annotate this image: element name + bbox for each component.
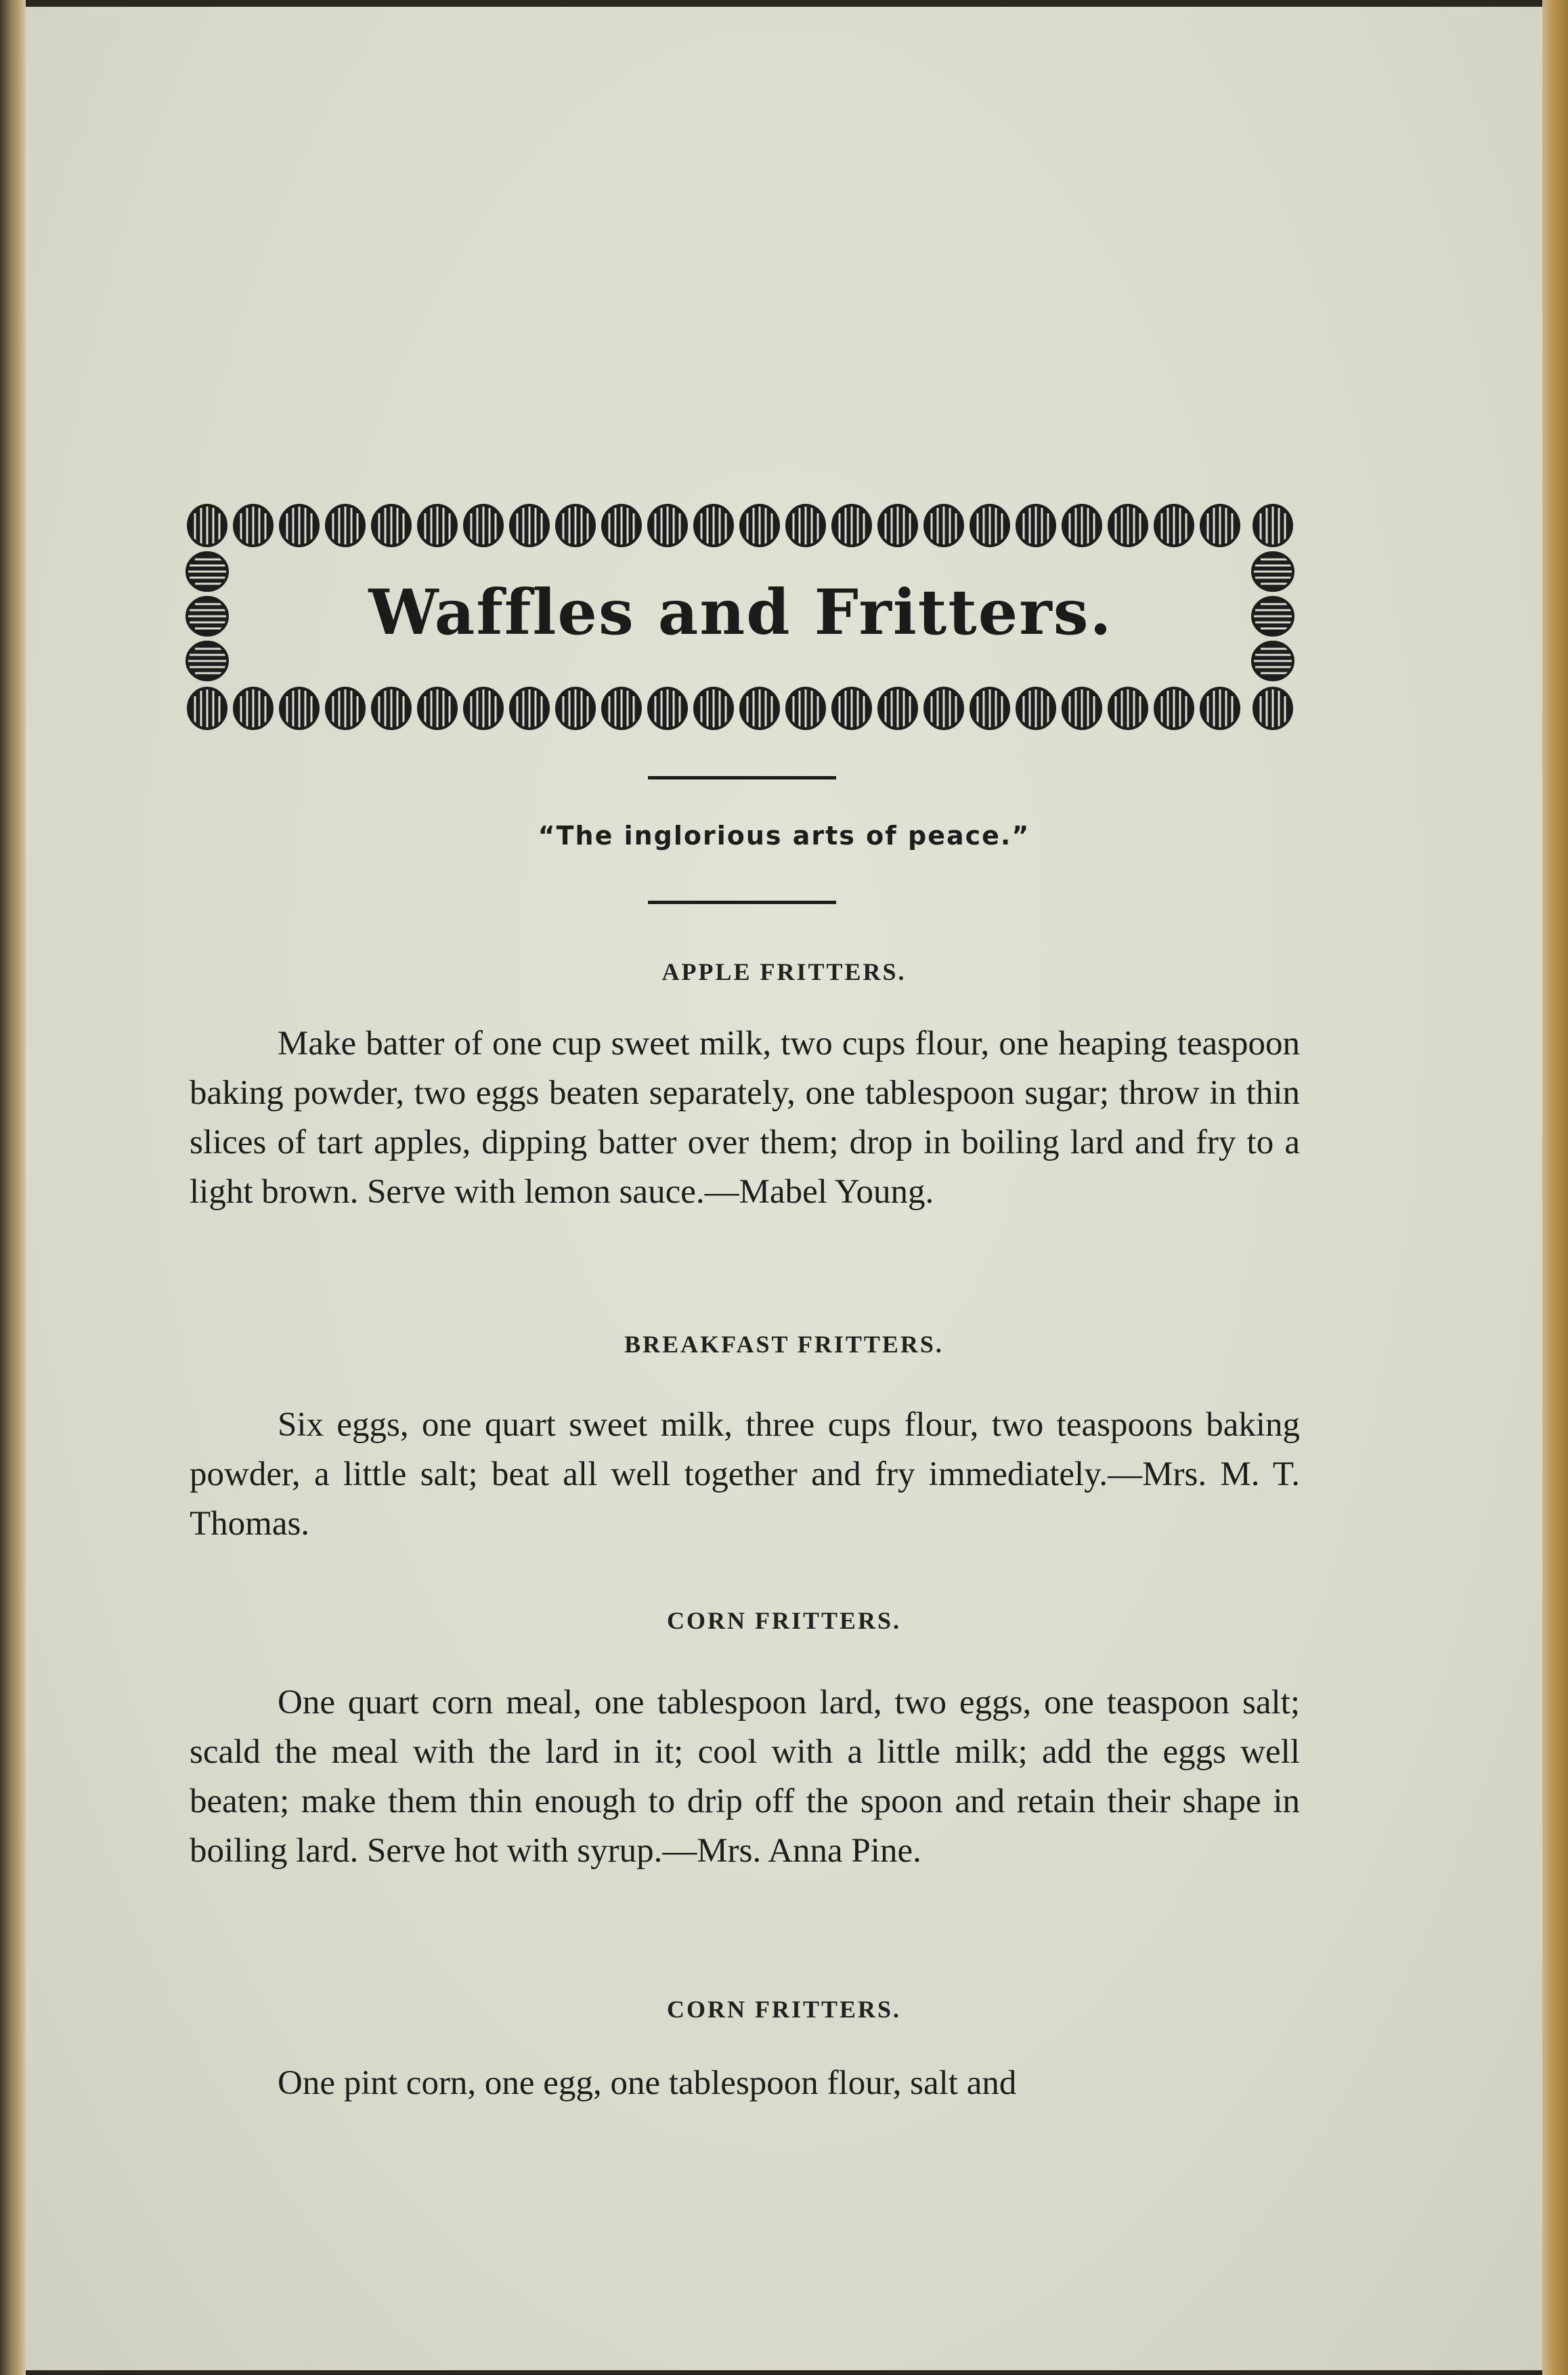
recipe-title-corn-fritters: CORN FRITTERS. bbox=[666, 1607, 902, 1634]
border-shells-bottom bbox=[188, 688, 1292, 729]
border-shells-top bbox=[188, 505, 1292, 546]
recipe-text-breakfast-fritters: Six eggs, one quart sweet milk, three cups flour, two teaspoons baking powder, a little salt; beat all well together and fry immediately.—Mrs. M. T. Thomas. bbox=[190, 1406, 1300, 1543]
chapter-epigraph: “The inglorious arts of peace.” bbox=[538, 821, 1030, 851]
chapter-heading-frame bbox=[184, 501, 1297, 733]
recipe-title-corn-fritters-2: CORN FRITTERS. bbox=[666, 1996, 902, 2023]
chapter-title: Waffles and Fritters. bbox=[368, 576, 1113, 649]
recipe-text-corn-fritters: One quart corn meal, one tablespoon lard, two eggs, one teaspoon salt; scald the meal with the lard in it; cool with a little milk; add the eggs well beaten; make them thin enough to drip off the spoon and retain their shape in boiling lard. Serve hot with syrup.—Mrs. Anna Pine. bbox=[190, 1684, 1300, 1870]
recipe-text-apple-fritters: Make batter of one cup sweet milk, two cups flour, one heaping teaspoon baking powder, two eggs beaten separately, one tablespoon sugar; throw in thin slices of tart apples, dipping batter over them; drop in boiling lard and fry to a light brown. Serve with lemon sauce.—Mabel Young. bbox=[190, 1025, 1300, 1211]
divider-rule-bottom bbox=[648, 901, 836, 904]
divider-rule-top bbox=[648, 776, 836, 779]
recipe-title-apple-fritters: APPLE FRITTERS. bbox=[661, 958, 907, 985]
recipe-title-breakfast-fritters: BREAKFAST FRITTERS. bbox=[624, 1331, 944, 1358]
recipe-text-corn-fritters-2: One pint corn, one egg, one tablespoon flour, salt and bbox=[278, 2064, 1017, 2102]
